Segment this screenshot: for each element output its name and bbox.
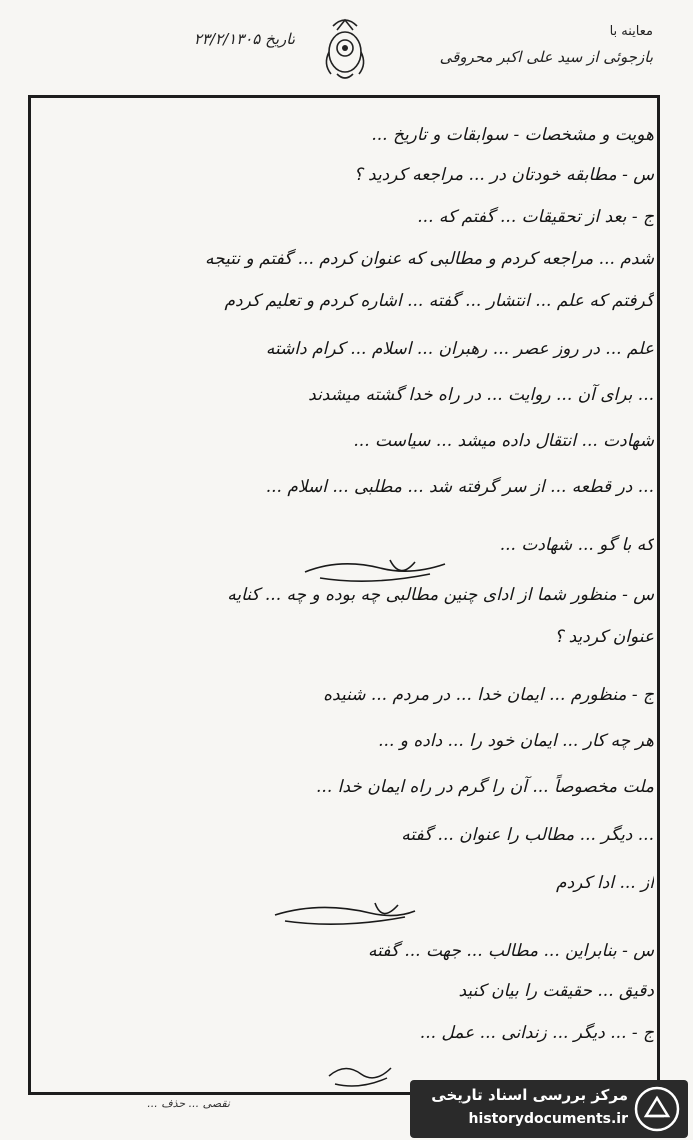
text-line: عنوان کردید ؟ xyxy=(554,627,654,647)
header-subject-label: معاینه با xyxy=(609,24,653,39)
text-line: دقیق ... حقیقت را بیان کنید xyxy=(458,981,654,1001)
header-date: تاریخ ۲۳/۲/۱۳۰۵ xyxy=(193,30,295,48)
text-line: ج - ... دیگر ... زندانی ... عمل ... xyxy=(419,1023,654,1043)
text-line: از ... ادا کردم xyxy=(556,873,654,893)
header-subject-value: بازجوئی از سید علی اکبر محروقی xyxy=(439,48,653,66)
signature-icon xyxy=(325,1058,395,1092)
signature-icon xyxy=(300,550,450,590)
signature-icon xyxy=(270,895,420,935)
watermark-name: مرکز بررسی اسناد تاریخی xyxy=(431,1086,628,1104)
text-line: س - بنابراین ... مطالب ... جهت ... گفته xyxy=(368,941,654,961)
text-line: هویت و مشخصات - سوابقات و تاریخ ... xyxy=(371,125,654,145)
emblem-icon xyxy=(315,12,375,87)
text-line: ... برای آن ... روایت ... در راه خدا گشته میشدند xyxy=(308,385,654,405)
text-line: هر چه کار ... ایمان خود را ... داده و ... xyxy=(378,731,654,751)
watermark xyxy=(410,1080,688,1138)
text-line: علم ... در روز عصر ... رهبران ... اسلام ... کرام داشته xyxy=(265,339,654,359)
text-line: س - مطابقه خودتان در ... مراجعه کردید ؟ xyxy=(353,165,654,185)
text-line: ... در قطعه ... از سر گرفته شد ... مطلبی ... اسلام ... xyxy=(265,477,654,497)
text-line: ... دیگر ... مطالب را عنوان ... گفته xyxy=(401,825,654,845)
text-line: شدم ... مراجعه کردم و مطالبی که عنوان کردم ... گفتم و نتیجه xyxy=(205,249,654,269)
text-line: ملت مخصوصاً ... آن را گرم در راه ایمان خدا ... xyxy=(316,777,654,797)
text-line: که با گو ... شهادت ... xyxy=(499,535,654,555)
footer-note: نقصی ... حذف ... xyxy=(147,1097,230,1110)
text-line: ج - بعد از تحقیقات ... گفتم که ... xyxy=(417,207,654,227)
archive-logo-icon xyxy=(634,1086,680,1132)
handwritten-body xyxy=(36,120,660,1080)
text-line: س - منظور شما از ادای چنین مطالبی چه بوده و چه ... کنایه xyxy=(227,585,654,605)
text-line: گرفتم که علم ... انتشار ... گفته ... اشاره کردم و تعلیم کردم xyxy=(224,291,654,311)
text-line: ج - منظورم ... ایمان خدا ... در مردم ... شنیده xyxy=(323,685,654,705)
watermark-url: historydocuments.ir xyxy=(468,1111,628,1127)
text-line: شهادت ... انتقال داده میشد ... سیاست ... xyxy=(353,431,654,451)
